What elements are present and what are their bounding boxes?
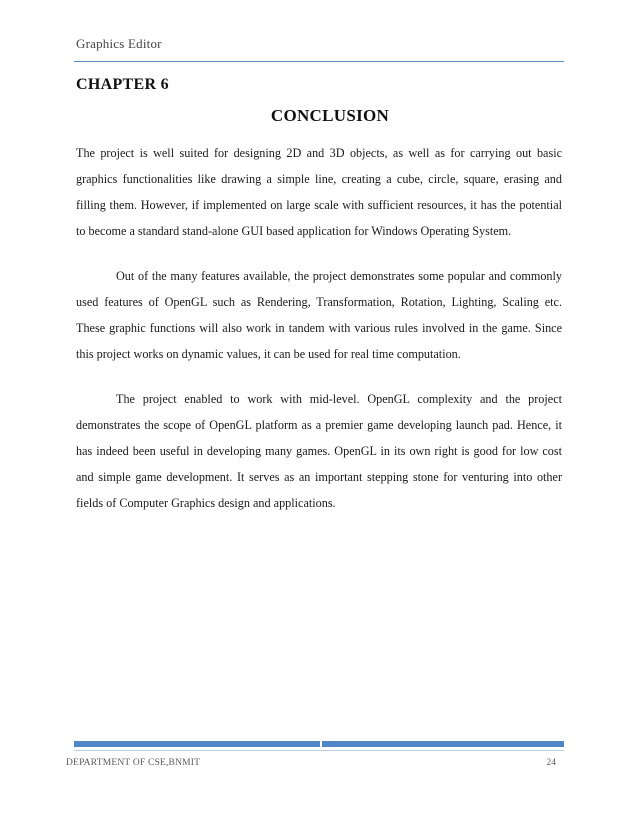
footer-bar-right-segment <box>322 741 564 747</box>
paragraph-3: The project enabled to work with mid-level. OpenGL complexity and the project demonstrates the scope of OpenGL platform as a premier game developing launch pad. Hence, it has indeed been useful in developing many games. OpenGL in its own right is good for low cost and simple game development. It serves as an important stepping stone for venturing into other fields of Computer Graphics design and applications. <box>76 392 562 510</box>
footer-department: DEPARTMENT OF CSE,BNMIT <box>66 758 201 768</box>
section-title: CONCLUSION <box>270 106 390 125</box>
paragraph-1: The project is well suited for designing 2D and 3D objects, as well as for carrying out basic graphics functionalities like drawing a simple line, creating a cube, circle, square, erasing and filling them. However, if implemented on large scale with sufficient resources, it has the potential to become a standard stand-alone GUI based application for Windows Operating System. <box>76 146 562 238</box>
running-header: Graphics Editor <box>76 36 162 51</box>
body-text <box>76 140 562 535</box>
header-rule <box>74 61 564 62</box>
paragraph-2: Out of the many features available, the project demonstrates some popular and commonly used features of OpenGL such as Rendering, Transformation, Rotation, Lighting, Scaling etc. These graphic functions will also work in tandem with various rules involved in the game. Since this project works on dynamic values, it can be used for real time computation. <box>76 269 562 361</box>
footer-rule <box>74 750 564 751</box>
footer-bar <box>74 741 564 747</box>
chapter-label: CHAPTER 6 <box>76 76 169 93</box>
page-number: 24 <box>546 758 556 768</box>
footer-bar-left-segment <box>74 741 320 747</box>
